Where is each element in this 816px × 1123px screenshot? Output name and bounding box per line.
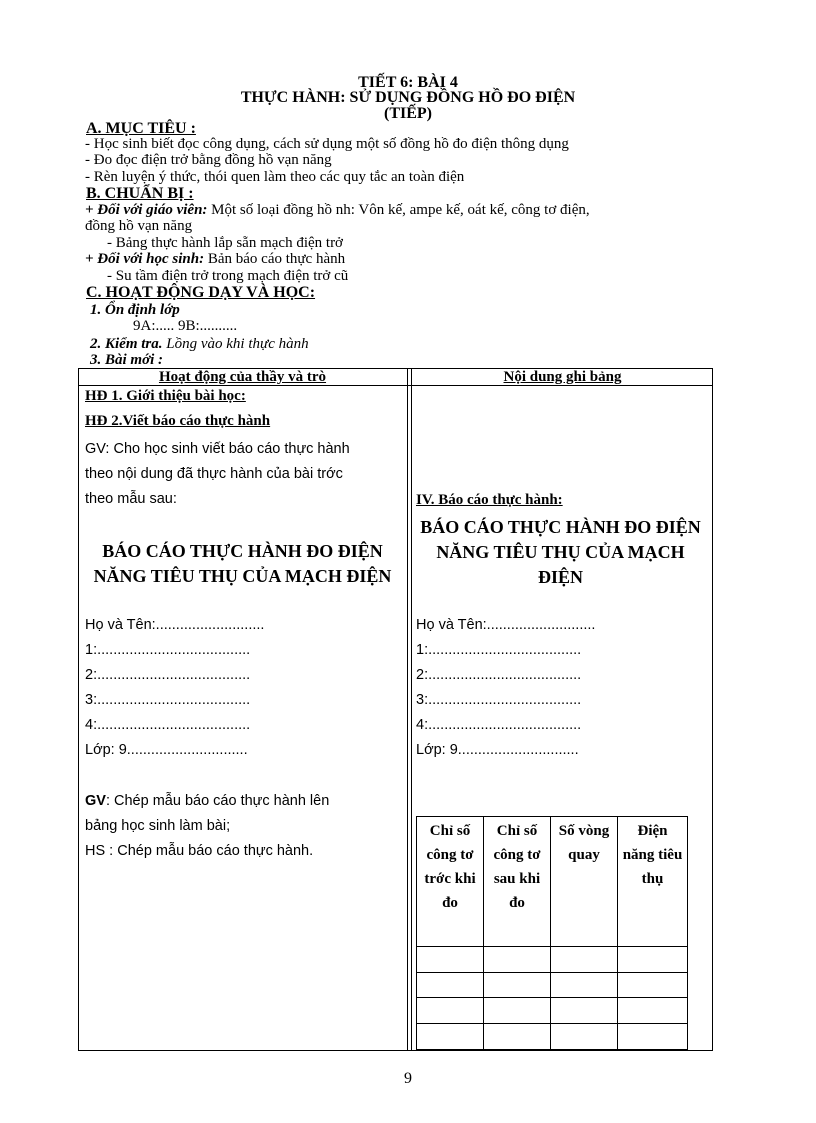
student-label: + Đối với học sinh:	[85, 251, 205, 267]
member-line: 3:......................................	[85, 692, 251, 708]
member-line: 3:......................................	[416, 692, 582, 708]
class-field: Lớp: 9..............................	[85, 742, 248, 758]
column-divider	[407, 368, 408, 1051]
page-number: 9	[404, 1070, 412, 1087]
objective-line: - Rèn luyện ý thức, thói quen làm theo các quy tắc an toàn điện	[85, 169, 465, 185]
member-line: 2:......................................	[85, 667, 251, 683]
gv-instruction	[85, 793, 329, 809]
teacher-instruction: GV: Cho học sinh viết báo cáo thực hành	[85, 441, 350, 457]
section-c-heading: C. HOẠT ĐỘNG DẠY VÀ HỌC:	[86, 284, 316, 301]
name-field: Họ và Tên:...........................	[85, 617, 265, 633]
item-new-lesson: 3. Bài mới :	[90, 352, 164, 368]
gv-label: GV	[85, 793, 106, 809]
mini-row	[417, 946, 688, 972]
mini-header-cell: Điện năng tiêu thụ	[618, 817, 688, 947]
member-line: 2:......................................	[416, 667, 582, 683]
lesson-number: TIẾT 6: BÀI 4	[358, 74, 458, 91]
member-line: 1:......................................	[416, 642, 582, 658]
teacher-item: - Bảng thực hành lắp sẵn mạch điện trở	[107, 235, 343, 251]
student-prep	[85, 251, 345, 267]
member-line: 4:......................................	[416, 717, 582, 733]
mini-row	[417, 998, 688, 1024]
column-divider	[411, 368, 412, 1051]
lesson-continued: (TIẾP)	[384, 105, 432, 122]
col1-header: Hoạt động của thầy và trò	[158, 369, 327, 385]
teacher-instruction: theo mẫu sau:	[85, 491, 177, 507]
objective-line: - Học sinh biết đọc công dụng, cách sử dụng một số đồng hồ đo điện thông dụng	[85, 136, 569, 152]
mini-header-cell: Chỉ số công tơ trớc khi đo	[417, 817, 484, 947]
header-rule	[78, 385, 713, 386]
teacher-prep	[85, 202, 590, 218]
mini-header-cell: Số vòng quay	[551, 817, 618, 947]
name-field: Họ và Tên:...........................	[416, 617, 596, 633]
student-item: - Su tầm điện trở trong mạch điện trở cũ	[107, 268, 349, 284]
report-title-left: BÁO CÁO THỰC HÀNH ĐO ĐIỆN NĂNG TIÊU THỤ CỦA MẠCH ĐIỆN	[93, 541, 392, 586]
activity-2: HĐ 2.Viết báo cáo thực hành	[85, 413, 271, 429]
mini-header-row	[417, 817, 688, 947]
mini-row	[417, 1024, 688, 1050]
gv-text: : Chép mẫu báo cáo thực hành lên	[105, 793, 330, 809]
class-field: Lớp: 9..............................	[416, 742, 579, 758]
teacher-label: + Đối với giáo viên:	[85, 202, 208, 218]
teacher-instruction: theo nội dung đã thực hành của bài trớc	[85, 466, 343, 482]
report-heading: IV. Báo cáo thực hành:	[416, 492, 563, 508]
mini-header-cell: Chỉ số công tơ sau khi đo	[484, 817, 551, 947]
hs-instruction: HS : Chép mẫu báo cáo thực hành.	[85, 843, 314, 859]
member-line: 1:......................................	[85, 642, 251, 658]
objective-line: - Đo đọc điện trở bằng đồng hồ vạn năng	[85, 152, 332, 168]
class-attendance: 9A:..... 9B:..........	[133, 318, 238, 334]
teacher-text: Một số loại đồng hồ nh: Vôn kế, ampe kế, oát kế, công tơ điện,	[207, 202, 590, 218]
lesson-title: THỰC HÀNH: SỬ DỤNG ĐỒNG HỒ ĐO ĐIỆN	[240, 89, 576, 106]
activity-1: HĐ 1. Giới thiệu bài học:	[85, 388, 246, 404]
item-check	[90, 336, 309, 352]
member-line: 4:......................................	[85, 717, 251, 733]
report-title-right: BÁO CÁO THỰC HÀNH ĐO ĐIỆN NĂNG TIÊU THỤ CỦA MẠCH ĐIỆN	[420, 517, 701, 587]
student-text: Bản báo cáo thực hành	[204, 251, 346, 267]
check-label: 2. Kiểm tra.	[90, 336, 163, 352]
mini-row	[417, 972, 688, 998]
section-b-heading: B. CHUẨN BỊ :	[86, 185, 194, 202]
check-text: Lồng vào khi thực hành	[162, 336, 309, 352]
item-class-setup: 1. Ổn định lớp	[90, 302, 180, 318]
col2-header: Nội dung ghi bảng	[503, 369, 622, 385]
meter-reading-table	[416, 816, 688, 1050]
section-a-heading: A. MỤC TIÊU :	[86, 120, 196, 137]
gv-instruction-cont: bảng học sinh làm bài;	[85, 818, 231, 834]
teacher-prep-cont: đồng hồ vạn năng	[85, 218, 193, 234]
